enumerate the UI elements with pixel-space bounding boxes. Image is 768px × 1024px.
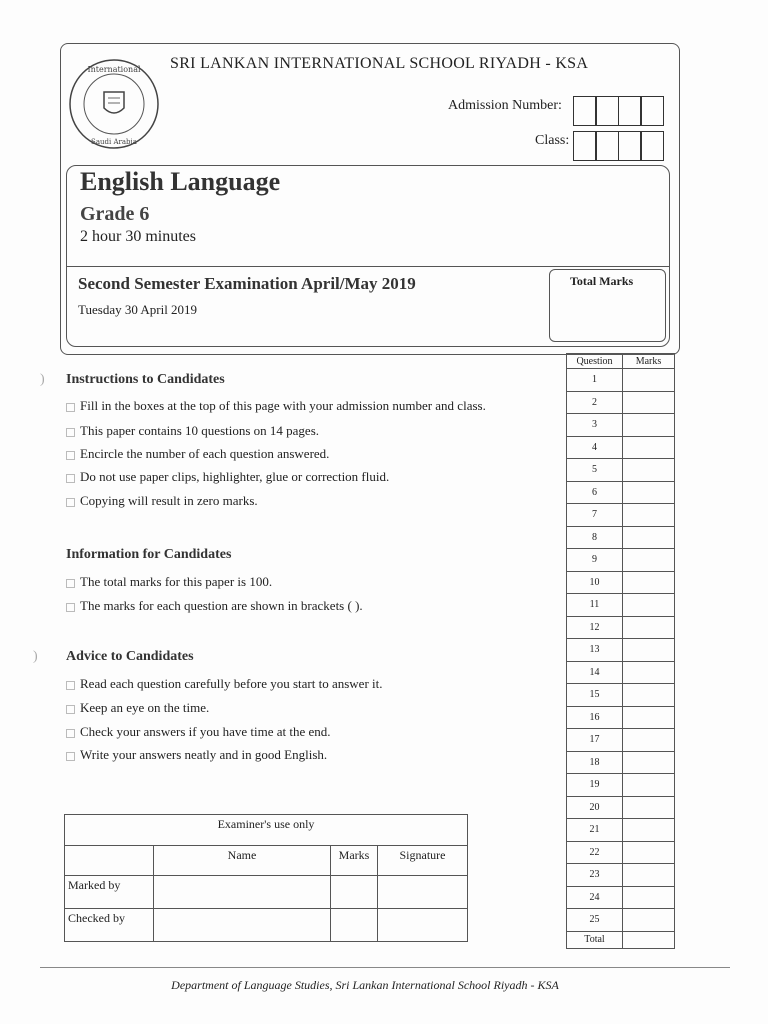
checked-by-marks-cell[interactable] [331, 909, 378, 942]
instruction-text: Fill in the boxes at the top of this page with your admission number and class. [80, 398, 486, 413]
table-row [567, 706, 675, 729]
svg-text:Saudi Arabia: Saudi Arabia [91, 138, 137, 146]
table-row [567, 639, 675, 662]
subject-title: English Language [80, 167, 281, 196]
question-number: 13 [567, 639, 623, 662]
instruction-item [66, 446, 329, 462]
marked-by-signature-cell[interactable] [378, 876, 468, 909]
instructions-heading: Instructions to Candidates [66, 372, 225, 387]
marks-cell[interactable] [623, 481, 675, 504]
table-row [567, 886, 675, 909]
question-number: 3 [567, 414, 623, 437]
table-header-row [567, 354, 675, 369]
subject-divider [66, 266, 670, 267]
table-row [567, 549, 675, 572]
instruction-item [66, 469, 389, 485]
instruction-text: This paper contains 10 questions on 14 pages. [80, 423, 320, 438]
marks-cell[interactable] [623, 819, 675, 842]
grade-label: Grade 6 [80, 203, 150, 225]
instruction-item [66, 398, 486, 414]
checkbox-icon [66, 451, 75, 460]
question-number: 9 [567, 549, 623, 572]
total-label: Total [567, 931, 623, 948]
checkbox-icon [66, 729, 75, 738]
class-label: Class: [535, 133, 570, 148]
instruction-text: Copying will result in zero marks. [80, 493, 258, 508]
checked-by-label: Checked by [65, 909, 154, 942]
class-box[interactable] [595, 131, 619, 161]
name-column-header: Name [154, 846, 331, 876]
advice-text: Read each question carefully before you start to answer it. [80, 676, 383, 691]
question-number: 11 [567, 594, 623, 617]
instruction-text: Do not use paper clips, highlighter, glue or correction fluid. [80, 469, 390, 484]
table-row [567, 909, 675, 932]
marks-cell[interactable] [623, 369, 675, 392]
admission-box[interactable] [595, 96, 619, 126]
footer-divider [40, 967, 730, 968]
table-row [567, 459, 675, 482]
marked-by-marks-cell[interactable] [331, 876, 378, 909]
question-column-header: Question [567, 354, 623, 369]
checkbox-icon [66, 498, 75, 507]
question-number: 15 [567, 684, 623, 707]
table-row [567, 774, 675, 797]
advice-item [66, 676, 383, 692]
marks-cell[interactable] [623, 639, 675, 662]
marks-cell[interactable] [623, 751, 675, 774]
marks-cell[interactable] [623, 549, 675, 572]
marks-cell[interactable] [623, 436, 675, 459]
checkbox-icon [66, 428, 75, 437]
examiner-table [64, 814, 468, 942]
admission-box[interactable] [573, 96, 597, 126]
question-number: 4 [567, 436, 623, 459]
table-row [567, 436, 675, 459]
marks-column-header: Marks [331, 846, 378, 876]
table-row [567, 526, 675, 549]
checkbox-icon [66, 403, 75, 412]
checkbox-icon [66, 681, 75, 690]
class-box[interactable] [573, 131, 597, 161]
marks-cell[interactable] [623, 414, 675, 437]
marks-cell[interactable] [623, 391, 675, 414]
information-item [66, 574, 272, 590]
question-number: 21 [567, 819, 623, 842]
signature-column-header: Signature [378, 846, 468, 876]
exam-title: Second Semester Examination April/May 2019 [78, 274, 416, 293]
checkbox-icon [66, 474, 75, 483]
marks-cell[interactable] [623, 841, 675, 864]
marks-cell[interactable] [623, 886, 675, 909]
information-text: The total marks for this paper is 100. [80, 574, 273, 589]
table-row [567, 504, 675, 527]
advice-item [66, 747, 327, 763]
table-row [65, 876, 468, 909]
table-row [567, 819, 675, 842]
admission-number-boxes[interactable] [574, 96, 664, 126]
marks-cell[interactable] [623, 909, 675, 932]
table-row [567, 661, 675, 684]
question-marks-table [566, 353, 675, 949]
checkbox-icon [66, 752, 75, 761]
question-number: 25 [567, 909, 623, 932]
marks-cell[interactable] [623, 504, 675, 527]
table-row [567, 571, 675, 594]
school-name: SRI LANKAN INTERNATIONAL SCHOOL RIYADH - KSA [170, 55, 589, 72]
class-box[interactable] [618, 131, 642, 161]
admission-number-label: Admission Number: [448, 98, 562, 113]
admission-box[interactable] [618, 96, 642, 126]
marks-cell[interactable] [623, 796, 675, 819]
question-number: 8 [567, 526, 623, 549]
advice-text: Write your answers neatly and in good English. [80, 747, 328, 762]
instruction-text: Encircle the number of each question answered. [80, 446, 330, 461]
marks-cell[interactable] [623, 729, 675, 752]
question-number: 14 [567, 661, 623, 684]
class-box[interactable] [640, 131, 664, 161]
question-number: 5 [567, 459, 623, 482]
marks-cell[interactable] [623, 706, 675, 729]
question-number: 17 [567, 729, 623, 752]
admission-box[interactable] [640, 96, 664, 126]
total-row [567, 931, 675, 948]
exam-date: Tuesday 30 April 2019 [78, 302, 198, 317]
marks-cell[interactable] [623, 571, 675, 594]
duration-label: 2 hour 30 minutes [80, 228, 196, 245]
instruction-item [66, 493, 258, 509]
question-number: 7 [567, 504, 623, 527]
checkbox-icon [66, 579, 75, 588]
information-text: The marks for each question are shown in brackets ( ). [80, 598, 363, 613]
table-row [65, 815, 468, 846]
marks-cell[interactable] [623, 864, 675, 887]
total-marks-cell[interactable] [623, 931, 675, 948]
table-row [65, 846, 468, 876]
table-row [567, 751, 675, 774]
table-row [567, 841, 675, 864]
question-number: 20 [567, 796, 623, 819]
advice-heading: Advice to Candidates [66, 649, 194, 664]
class-boxes[interactable] [574, 131, 664, 161]
checked-by-name-cell[interactable] [154, 909, 331, 942]
table-row [567, 369, 675, 392]
question-number: 23 [567, 864, 623, 887]
total-marks-label: Total Marks [570, 274, 634, 288]
information-item [66, 598, 363, 614]
instruction-item [66, 423, 319, 439]
table-row [567, 414, 675, 437]
table-row [65, 909, 468, 942]
marks-cell[interactable] [623, 684, 675, 707]
margin-mark: ) [40, 372, 45, 387]
checkbox-icon [66, 705, 75, 714]
question-number: 19 [567, 774, 623, 797]
question-number: 22 [567, 841, 623, 864]
checkbox-icon [66, 603, 75, 612]
table-row [567, 796, 675, 819]
margin-mark: ) [33, 649, 38, 664]
advice-text: Check your answers if you have time at the end. [80, 724, 331, 739]
question-number: 1 [567, 369, 623, 392]
empty-header-cell [65, 846, 154, 876]
marks-cell[interactable] [623, 661, 675, 684]
question-number: 2 [567, 391, 623, 414]
checked-by-signature-cell[interactable] [378, 909, 468, 942]
information-heading: Information for Candidates [66, 547, 232, 562]
question-number: 6 [567, 481, 623, 504]
marked-by-label: Marked by [65, 876, 154, 909]
advice-item [66, 700, 209, 716]
table-row [567, 729, 675, 752]
examiner-table-title: Examiner's use only [65, 815, 468, 846]
marks-cell[interactable] [623, 526, 675, 549]
svg-text:International: International [87, 65, 141, 74]
advice-item [66, 724, 331, 740]
question-number: 16 [567, 706, 623, 729]
question-number: 24 [567, 886, 623, 909]
school-seal-logo [68, 58, 160, 150]
question-number: 18 [567, 751, 623, 774]
question-number: 10 [567, 571, 623, 594]
table-row [567, 684, 675, 707]
table-row [567, 391, 675, 414]
marked-by-name-cell[interactable] [154, 876, 331, 909]
advice-text: Keep an eye on the time. [80, 700, 210, 715]
footer-text: Department of Language Studies, Sri Lankan International School Riyadh - KSA [171, 978, 559, 992]
table-row [567, 594, 675, 617]
question-number: 12 [567, 616, 623, 639]
table-row [567, 481, 675, 504]
marks-cell[interactable] [623, 774, 675, 797]
table-row [567, 864, 675, 887]
marks-cell[interactable] [623, 459, 675, 482]
table-row [567, 616, 675, 639]
marks-column-header: Marks [623, 354, 675, 369]
marks-cell[interactable] [623, 594, 675, 617]
marks-cell[interactable] [623, 616, 675, 639]
